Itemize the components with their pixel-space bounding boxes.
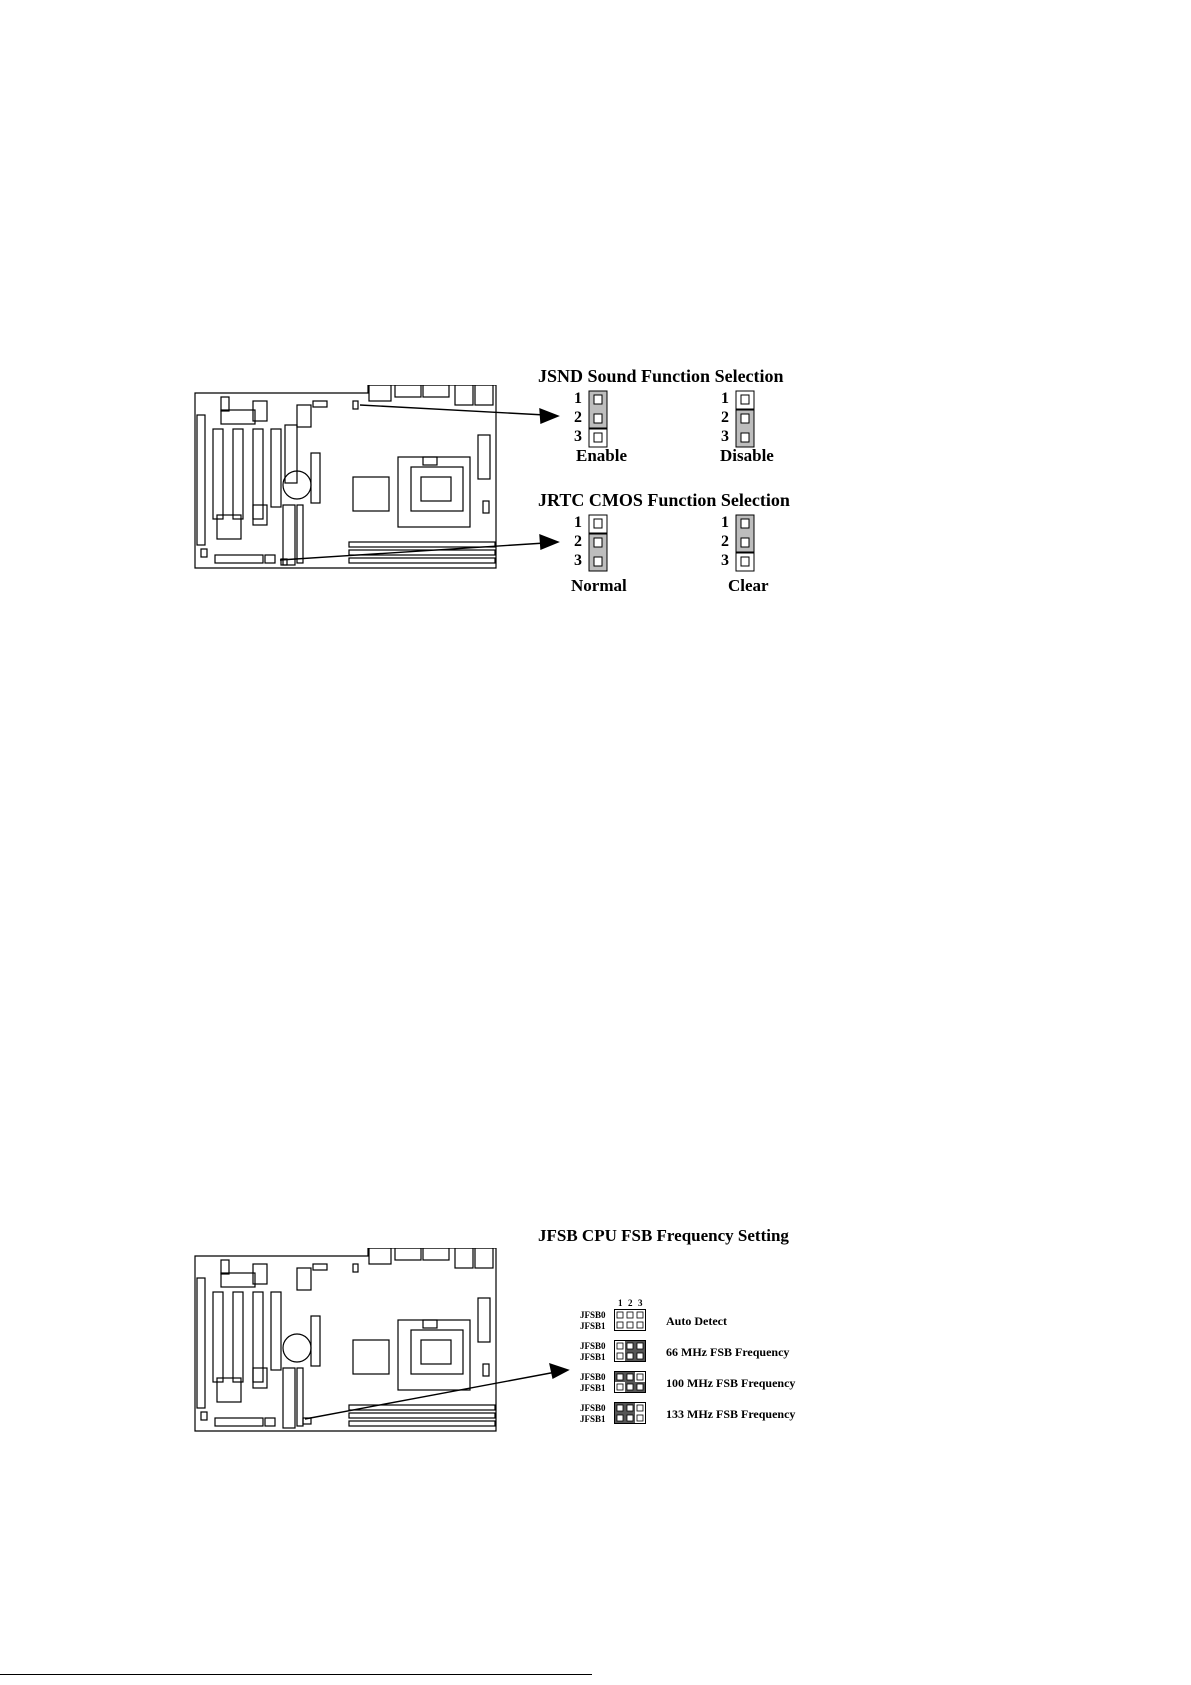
jumper-block bbox=[735, 514, 755, 572]
pin-label-1: 1 bbox=[721, 390, 729, 407]
jumper-block bbox=[588, 514, 608, 572]
jsnd-enable-caption: Enable bbox=[576, 446, 628, 465]
pin-label-3: 3 bbox=[721, 552, 729, 569]
pin-label-2: 2 bbox=[574, 533, 582, 550]
pin-label-3: 3 bbox=[574, 428, 582, 445]
jumper-grid bbox=[614, 1309, 646, 1331]
pin-label-2: 2 bbox=[721, 409, 729, 426]
jfsb-setting-133mhz bbox=[580, 1401, 840, 1427]
jumper-grid bbox=[614, 1371, 646, 1393]
pin-label-1: 1 bbox=[721, 514, 729, 531]
jrtc-clear-caption: Clear bbox=[728, 576, 769, 595]
jsnd-title: JSND Sound Function Selection bbox=[538, 366, 784, 386]
jumper-block bbox=[735, 390, 755, 448]
setting-label: Auto Detect bbox=[666, 1314, 727, 1328]
pin-label-1: 1 bbox=[574, 390, 582, 407]
row-name-jfsb0: JFSB0 bbox=[580, 1403, 606, 1413]
jfsb-setting-auto bbox=[580, 1308, 840, 1334]
jfsb-title: JFSB CPU FSB Frequency Setting bbox=[538, 1226, 789, 1245]
pin-header-2: 2 bbox=[628, 1298, 633, 1308]
row-name-jfsb0: JFSB0 bbox=[580, 1310, 606, 1320]
jumper-block bbox=[588, 390, 608, 448]
pin-label-3: 3 bbox=[721, 428, 729, 445]
pin-label-3: 3 bbox=[574, 552, 582, 569]
jsnd-disable-caption: Disable bbox=[720, 446, 774, 465]
jrtc-title: JRTC CMOS Function Selection bbox=[538, 490, 790, 510]
jrtc-normal-caption: Normal bbox=[571, 576, 627, 595]
jumper-grid bbox=[614, 1340, 646, 1362]
row-name-jfsb0: JFSB0 bbox=[580, 1372, 606, 1382]
pin-label-1: 1 bbox=[574, 514, 582, 531]
pin-label-2: 2 bbox=[721, 533, 729, 550]
pin-label-2: 2 bbox=[574, 409, 582, 426]
jfsb-setting-100mhz bbox=[580, 1370, 840, 1396]
row-name-jfsb1: JFSB1 bbox=[580, 1383, 606, 1393]
setting-label: 133 MHz FSB Frequency bbox=[666, 1407, 796, 1421]
jumper-grid bbox=[614, 1402, 646, 1424]
row-name-jfsb1: JFSB1 bbox=[580, 1414, 606, 1424]
motherboard-diagram-bottom bbox=[193, 1248, 498, 1433]
row-name-jfsb1: JFSB1 bbox=[580, 1321, 606, 1331]
row-name-jfsb0: JFSB0 bbox=[580, 1341, 606, 1351]
setting-label: 66 MHz FSB Frequency bbox=[666, 1345, 790, 1359]
row-name-jfsb1: JFSB1 bbox=[580, 1352, 606, 1362]
setting-label: 100 MHz FSB Frequency bbox=[666, 1376, 796, 1390]
footnote-rule bbox=[0, 1674, 592, 1675]
pin-header-3: 3 bbox=[638, 1298, 643, 1308]
jfsb-setting-66mhz bbox=[580, 1339, 840, 1365]
pin-header-1: 1 bbox=[618, 1298, 623, 1308]
